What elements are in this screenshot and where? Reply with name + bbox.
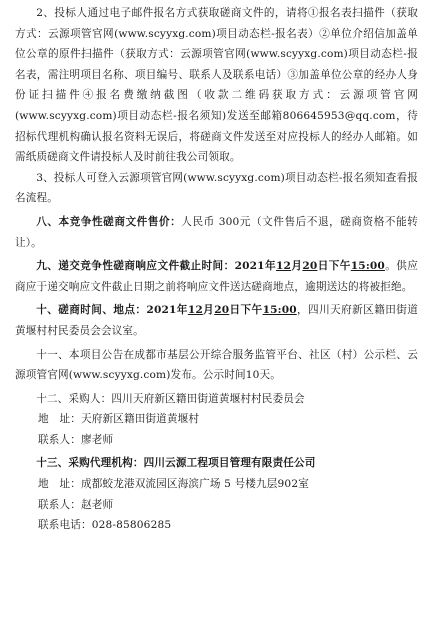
section-8-title: 八、本竞争性磋商文件售价： — [36, 215, 182, 228]
section-document-price — [15, 212, 418, 253]
deadline-year: 2021 — [234, 260, 265, 273]
negotiation-year: 2021 — [146, 304, 177, 317]
section-9-title: 九、递交竞争性磋商响应文件截止时间： — [36, 260, 235, 273]
agency-contact: 联系人：赵老师 — [38, 498, 114, 511]
deadline-month: 12 — [276, 260, 292, 273]
negotiation-day-unit: 日下午 — [229, 304, 263, 317]
section-8-text: 人民币 300元（文件售后不退，磋商资格不能转让）。 — [15, 215, 418, 249]
section-10-text: ，四川天府新区籍田街道黄堰村村民委员会会议室。 — [15, 304, 419, 337]
negotiation-month-unit: 月 — [202, 304, 215, 317]
purchaser-address: 地 址：天府新区籍田街道黄堰村 — [38, 413, 200, 426]
section-publication: 十一、本项目公告在成都市基层公开综合服务监管平台、社区（村）公示栏、云源项管官网(www.scyyxg.com)发布。公示时间10天。 — [15, 348, 418, 382]
agency-address: 地 址：成都蛟龙港双流园区海滨广场 5 号楼九层902室 — [38, 478, 309, 491]
section-agency-title: 十三、采购代理机构：四川云源工程项目管理有限责任公司 — [36, 457, 316, 470]
deadline-day: 20 — [302, 260, 318, 273]
section-9-text: 。供应商应于递交响应文件截止日期之前将响应文件送达磋商地点，逾期送达的将被拒绝。 — [15, 260, 419, 293]
negotiation-day: 20 — [214, 304, 230, 317]
purchaser-contact: 联系人：廖老师 — [38, 433, 114, 446]
negotiation-month: 12 — [187, 304, 203, 317]
negotiation-year-unit: 年 — [176, 304, 188, 317]
deadline-month-unit: 月 — [291, 260, 303, 273]
section-submission-deadline — [15, 256, 418, 297]
negotiation-time: 15:00 — [262, 304, 297, 317]
deadline-time: 15:00 — [350, 260, 385, 273]
section-negotiation-time-place — [15, 300, 418, 341]
agency-phone: 联系电话：028-85806285 — [38, 519, 172, 532]
paragraph-email-registration: 2、投标人通过电子邮件报名方式获取磋商文件的，请将①报名表扫描件（获取方式：云源项管官网(www.scyyxg.com)项目动态栏-报名表）②单位介绍信加盖单位公章的原件扫描件（获取方式：云源项管官网(www.scyyxg.com)项目动态栏-报名表，需注明项目名称、项目编号、联系人及联系电话）③加盖单位公章的经办人身份证扫描件④报名费缴纳截图（收款二维码获取方式：云源项管官网(www.scyyxg.com)项目动态栏-报名须知)发送至邮箱806645953@qq.com，待招标代理机构确认报名资料无误后，将磋商文件发送至对应投标人的经办人邮箱。如需纸质磋商文件请投标人及时前往我公司领取。 — [15, 7, 418, 164]
section-purchaser-title: 十二、采购人：四川天府新区籍田街道黄堰村村民委员会 — [36, 392, 305, 405]
paragraph-registration-process: 3、投标人可登入云源项管官网(www.scyyxg.com)项目动态栏-报名须知查看报名流程。 — [15, 171, 418, 205]
section-10-title: 十、磋商时间、地点： — [36, 304, 147, 317]
deadline-day-unit: 日下午 — [317, 260, 351, 273]
deadline-year-unit: 年 — [264, 260, 277, 273]
